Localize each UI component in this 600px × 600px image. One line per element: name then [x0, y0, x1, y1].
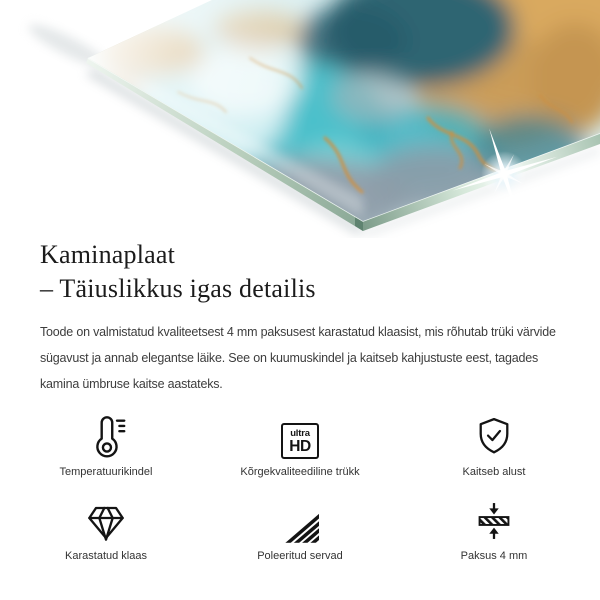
feature-tempered-glass	[9, 495, 203, 563]
marble-art	[0, 0, 600, 238]
shield-check-icon	[472, 411, 516, 459]
feature-protects-base	[397, 411, 591, 479]
polished-edges-icon	[282, 495, 319, 543]
feature-thickness	[397, 495, 591, 563]
product-description: Toode on valmistatud kvaliteetsest 4 mm paksusest karastatud klaasist, mis rõhutab trüki värvide sügavust ja annab elegantse läike. See on kuumuskindel ja kaitseb kahjustuste eest, tagades kamina ümbruse kaitse aastateks.	[40, 325, 556, 391]
diamond-icon	[84, 495, 128, 543]
product-info-section	[0, 238, 600, 563]
feature-label: Kaitseb alust	[462, 466, 526, 478]
page-title-line2: – Täiuslikkus igas detailis	[40, 274, 316, 303]
feature-temperature	[9, 411, 203, 479]
thermometer-icon	[83, 411, 129, 459]
page-title	[40, 238, 560, 306]
ultra-hd-icon: ultra HD	[281, 411, 319, 459]
page-title-line1: Kaminaplaat	[40, 240, 176, 269]
glass-panel-artwork	[0, 0, 600, 238]
feature-label: Kõrgekvaliteediline trükk	[240, 466, 360, 478]
thickness-icon	[473, 495, 515, 543]
feature-polished-edges	[203, 495, 397, 563]
feature-grid	[9, 411, 591, 563]
feature-label: Paksus 4 mm	[460, 550, 528, 562]
feature-print-quality	[203, 411, 397, 479]
feature-label: Poleeritud servad	[257, 550, 343, 562]
product-photo	[0, 0, 600, 238]
feature-label: Temperatuurikindel	[59, 466, 153, 478]
feature-label: Karastatud klaas	[65, 550, 147, 562]
